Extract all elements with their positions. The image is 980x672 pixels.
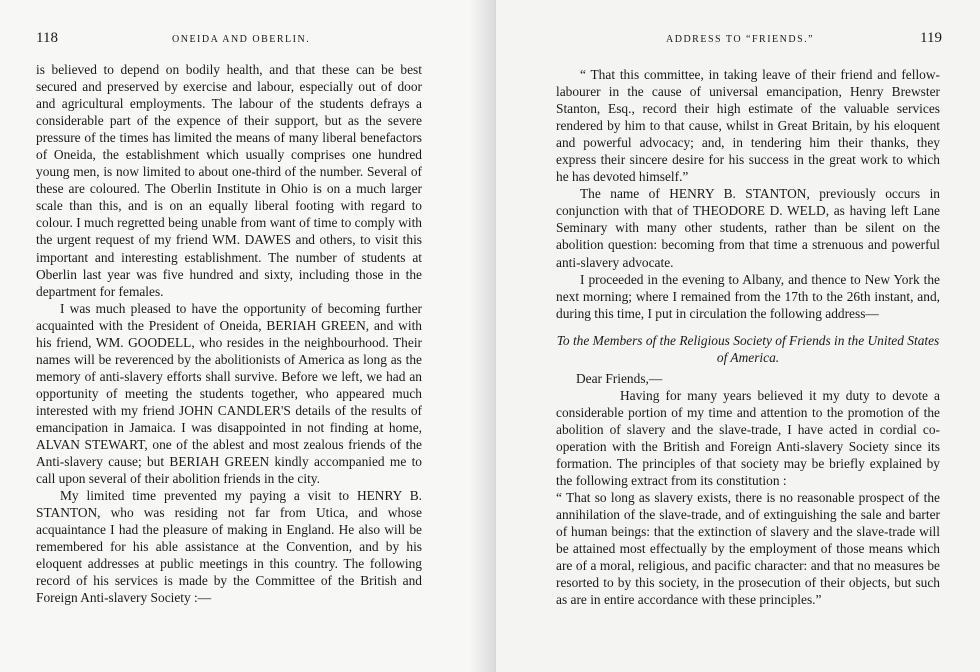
paragraph: I proceeded in the evening to Albany, and thence to New York the next morning; where I remained from the 17th to the 26th instant, and, during this time, I put in circulation the following address— xyxy=(556,271,940,321)
paragraph: I was much pleased to have the opportunity of becoming further acquainted with the President of Oneida, BERIAH GREEN, and with his friend, WM. GOODELL, who resides in the neighbourhood. Their names will be reverenced by the abolitionists of America as long as the memory of anti-slavery efforts shall survive. Before we left, we had an opportunity of meeting the students together, who appeared much interested with my friend JOHN CANDLER'S details of the results of emancipation in Jamaica. I was disappointed in not finding at home, ALVAN STEWART, one of the ablest and most zealous friends of the Anti-slavery cause; but BERIAH GREEN kindly accompanied me to call upon several of their abolition friends in the city. xyxy=(36,300,422,487)
right-page xyxy=(496,0,980,672)
salutation: Dear Friends,— xyxy=(576,370,663,386)
running-title-left: ONEIDA AND OBERLIN. xyxy=(172,34,311,45)
paragraph: My limited time prevented my paying a visit to HENRY B. STANTON, who was residing not far from Utica, and whose acquaintance I had the pleasure of making in England. He also will be remembered for his able assistance at the Convention, and by his eloquent addresses at public meetings in this country. The following record of his services is made by the Committee of the British and Foreign Anti-slavery Society :— xyxy=(36,488,422,606)
left-body-text xyxy=(36,61,422,607)
running-title-right: ADDRESS TO “FRIENDS.” xyxy=(666,34,815,45)
right-body-text xyxy=(556,66,940,608)
paragraph: Having for many years believed it my duty to devote a considerable portion of my time and attention to the promotion of the abolition of slavery and the slave-trade, I have acted in cordial co-operation with the British and Foreign Anti-slavery Society since its formation. The principles of that society may be briefly explained by the following extract from its constitution : xyxy=(556,387,940,489)
paragraph: The name of HENRY B. STANTON, previously occurs in conjunction with that of THEODORE D. WELD, as having left Lane Seminary with many other students, rather than be silent on the abolition question: becoming from that time a strenuous and powerful anti-slavery advocate. xyxy=(556,186,940,270)
page-number-left: 118 xyxy=(36,30,58,46)
address-heading: To the Members of the Religious Society of Friends in the United States of America. xyxy=(556,332,940,365)
page-number-right: 119 xyxy=(920,30,942,46)
paragraph: “ That this committee, in taking leave of their friend and fellow-labourer in the cause of universal emancipation, Henry Brewster Stanton, Esq., record their high estimate of the valuable services rendered by him to that cause, whilst in Great Britain, by his eloquent and powerful advocacy; and, in tendering him their thanks, they express their sincere desire for his success in the great work to which he has devoted himself.” xyxy=(556,67,940,185)
quotation: “ That so long as slavery exists, there is no reasonable prospect of the annihilation of the slave-trade, and of extinguishing the sale and barter of human beings: that the extinction of slavery and the slave-trade will be attained most effectually by the employment of those means which are of a moral, religious, and pacific character: and that no measures be resorted to by this society, in the prosecution of their objects, but such as are in entire accordance with these principles.” xyxy=(556,490,940,608)
paragraph: is believed to depend on bodily health, and that these can be best secured and preserved by exercise and labour, especially out of door and agricultural employments. The labour of the students defrays a considerable part of the expence of their support, but as the severe pressure of the times has limited the means of many liberal benefactors of Oneida, the establishment which usually comprises one hundred young men, is now limited to about one-third of the number. Several of these are coloured. The Oberlin Institute in Ohio is on a much larger scale than this, and is on an equally liberal footing with regard to colour. I much regretted being unable from want of time to comply with the urgent request of my friend WM. DAWES and others, to visit this important and interesting establishment. The number of students at Oberlin last year was five hundred and sixty, including those in the department for females. xyxy=(36,62,422,299)
